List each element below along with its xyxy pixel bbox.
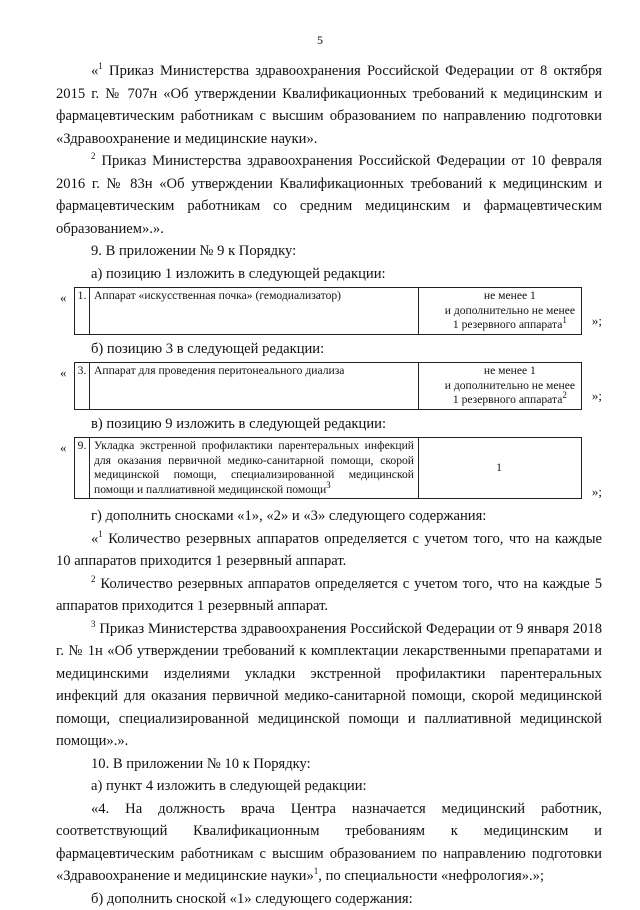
row-name (90, 438, 419, 499)
row-name: Аппарат «искусственная почка» (гемодиализатор) (90, 288, 419, 335)
footnote-marker: 1 (562, 315, 567, 325)
footnote-2-text (56, 150, 602, 240)
position-table (74, 287, 582, 335)
table-row (75, 288, 582, 335)
value-line: не менее 1 (484, 364, 536, 377)
table-row-3 (56, 362, 602, 410)
footnote-3-new (56, 618, 602, 753)
section-heading-10: 10. В приложении № 10 к Порядку: (56, 753, 602, 776)
item-a: а) позицию 1 изложить в следующей редакции: (56, 263, 602, 286)
open-quote: « (91, 63, 98, 79)
footnote-marker: 1 (98, 529, 103, 539)
document-body (56, 60, 602, 910)
row-name: Аппарат для проведения перитонеального диализа (90, 363, 419, 410)
point-4-text (56, 798, 602, 888)
point-4-tail: , по специальности «нефрология».»; (318, 868, 544, 884)
footnote-body: Приказ Министерства здравоохранения Российской Федерации от 8 октября 2015 г. № 707н «Об утверждении Квалификационных требований к медицинским и фармацевтическим работникам с высшим образованием по направлению подготовки «Здравоохранение и медицинские науки». (56, 63, 602, 147)
table-row (75, 438, 582, 499)
item-b: б) позицию 3 в следующей редакции: (56, 338, 602, 361)
footnote-2-new (56, 573, 602, 618)
value-line: не менее 1 (484, 289, 536, 302)
close-mark: »; (592, 385, 602, 408)
point-4-body: «4. На должность врача Центра назначается медицинский работник, соответствующий Квалификационным требованиям к медицинским и фармацевтическим работникам с высшим образованием по направлению подготовки «Здравоохранение и медицинские науки» (56, 801, 602, 885)
footnote-marker: 3 (91, 619, 96, 629)
row-value: 1 (419, 438, 582, 499)
open-quote: « (60, 362, 67, 385)
row-value (419, 288, 582, 335)
footnote-body: Приказ Министерства здравоохранения Российской Федерации от 9 января 2018 г. № 1н «Об утверждении требований к комплектации лекарственными препаратами и медицинскими изделиями укладки экстренной профилактики парентеральных инфекций для оказания первичной медико-санитарной помощи, скорой медицинской помощи, специализированной медицинской помощи и паллиативной медицинской помощи».». (56, 621, 602, 750)
item-b-10: б) дополнить сноской «1» следующего содержания: (56, 888, 602, 910)
row-number: 9. (75, 438, 90, 499)
footnote-body: Количество резервных аппаратов определяется с учетом того, что на каждые 10 аппаратов приходится 1 резервный аппарат. (56, 531, 602, 570)
open-quote: « (60, 437, 67, 460)
open-quote: « (60, 287, 67, 310)
page-number: 5 (0, 33, 640, 48)
position-table (74, 362, 582, 410)
row-value (419, 363, 582, 410)
value-line: 1 резервного аппарата (453, 393, 562, 406)
footnote-marker: 2 (91, 574, 96, 584)
footnote-marker: 3 (326, 480, 331, 490)
table-row-1 (56, 287, 602, 335)
value-line: 1 резервного аппарата (453, 318, 562, 331)
row-number: 1. (75, 288, 90, 335)
footnote-marker: 1 (98, 61, 103, 71)
open-quote: « (91, 531, 98, 547)
item-a-10: а) пункт 4 изложить в следующей редакции: (56, 775, 602, 798)
item-g: г) дополнить сносками «1», «2» и «3» следующего содержания: (56, 505, 602, 528)
footnote-1-text (56, 60, 602, 150)
position-table (74, 437, 582, 499)
footnote-body: Приказ Министерства здравоохранения Российской Федерации от 10 февраля 2016 г. № 83н «Об утверждении Квалификационных требований к медицинским и фармацевтическим работникам со средним медицинским и фармацевтическим образованием».». (56, 153, 602, 237)
table-row-9 (56, 437, 602, 499)
row-name-text: Укладка экстренной профилактики парентеральных инфекций для оказания первичной медико-санитарной помощи, скорой медицинской помощи, специализированной медицинской помощи и паллиативной медицинской помощи (94, 439, 414, 496)
footnote-body: Количество резервных аппаратов определяется с учетом того, что на каждые 5 аппаратов приходится 1 резервный аппарат. (56, 576, 602, 615)
item-v: в) позицию 9 изложить в следующей редакции: (56, 413, 602, 436)
section-heading-9: 9. В приложении № 9 к Порядку: (56, 240, 602, 263)
footnote-1-new (56, 528, 602, 573)
footnote-marker: 1 (314, 866, 319, 876)
footnote-marker: 2 (562, 390, 567, 400)
footnote-marker: 2 (91, 151, 96, 161)
table-row (75, 363, 582, 410)
close-mark: »; (592, 310, 602, 333)
value-line: и дополнительно не менее (445, 304, 575, 317)
close-mark: »; (592, 481, 602, 504)
value-line: и дополнительно не менее (445, 379, 575, 392)
row-number: 3. (75, 363, 90, 410)
